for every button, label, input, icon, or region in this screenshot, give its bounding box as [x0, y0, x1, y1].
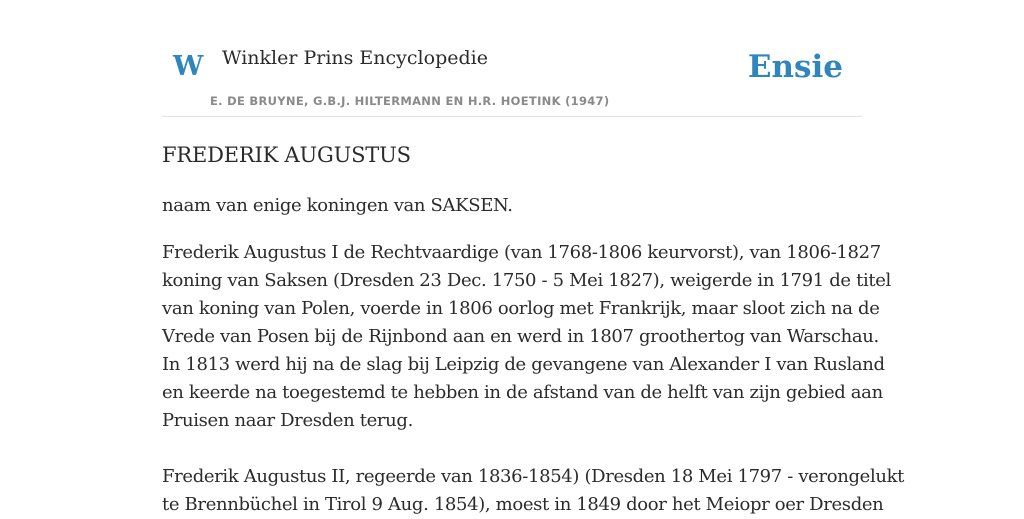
- text-line: In 1813 werd hij na de slag bij Leipzig de gevangene van Alexander I van Rusland: [162, 354, 885, 375]
- text-line: Frederik Augustus II, regeerde van 1836-1854) (Dresden 18 Mei 1797 - verongelukt: [162, 466, 905, 487]
- text-line: Pruisen naar Dresden terug.: [162, 410, 413, 431]
- text-line: van koning van Polen, voerde in 1806 oorlog met Frankrijk, maar sloot zich na de: [162, 298, 880, 319]
- source-authors: E. DE BRUYNE, G.B.J. HILTERMANN EN H.R. HOETINK (1947): [210, 94, 610, 108]
- source-logo[interactable]: W: [173, 51, 204, 82]
- article: [162, 140, 905, 519]
- article-paragraph-1: [162, 239, 891, 435]
- text-line: Vrede van Posen bij de Rijnbond aan en werd in 1807 groothertog van Warschau.: [162, 326, 879, 347]
- text-line: te Brennbüchel in Tirol 9 Aug. 1854), moest in 1849 door het Meiopr oer Dresden: [162, 494, 884, 515]
- article-title: FREDERIK AUGUSTUS: [162, 143, 411, 167]
- source-title-link[interactable]: Winkler Prins Encyclopedie: [222, 47, 488, 69]
- text-line: koning van Saksen (Dresden 23 Dec. 1750 - 5 Mei 1827), weigerde in 1791 de titel: [162, 270, 891, 291]
- brand-logo-link[interactable]: Ensie: [747, 49, 843, 85]
- text-line: en keerde na toegestemd te hebben in de afstand van de helft van zijn gebied aan: [162, 382, 883, 403]
- article-intro: naam van enige koningen van SAKSEN.: [162, 195, 513, 216]
- text-line: Frederik Augustus I de Rechtvaardige (van 1768-1806 keurvorst), van 1806-1827: [162, 242, 881, 263]
- site-header: [162, 0, 862, 117]
- article-paragraph-2: [162, 463, 905, 519]
